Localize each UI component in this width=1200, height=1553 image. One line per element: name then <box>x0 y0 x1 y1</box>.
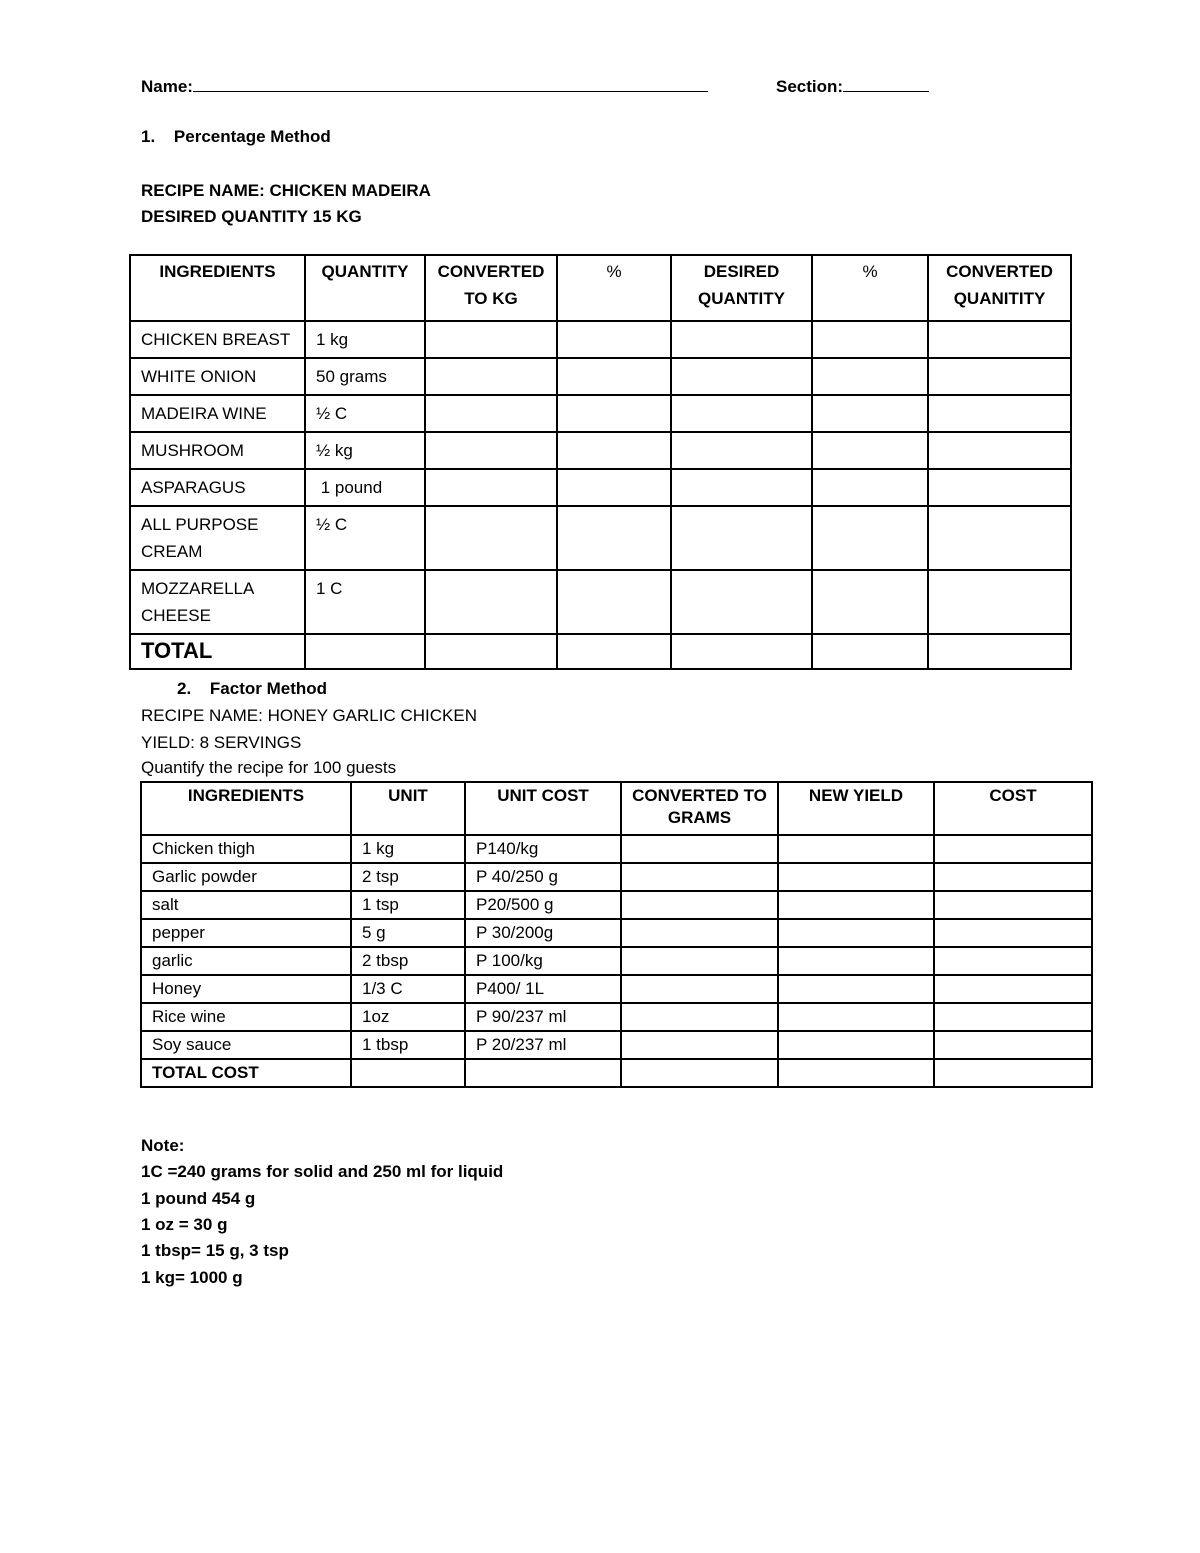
blank-cell[interactable] <box>812 358 928 395</box>
blank-cell[interactable] <box>425 469 557 506</box>
blank-cell[interactable] <box>671 634 812 669</box>
blank-cell[interactable] <box>812 469 928 506</box>
section1-desired-quantity: DESIRED QUANTITY 15 KG <box>141 207 362 226</box>
blank-cell[interactable] <box>934 919 1092 947</box>
quantity-cell: ½ kg <box>305 432 425 469</box>
blank-cell[interactable] <box>934 947 1092 975</box>
section2-yield: YIELD: 8 SERVINGS <box>141 733 302 752</box>
ingredient-cell: ASPARAGUS <box>130 469 305 506</box>
unit-cell: 1 kg <box>351 835 465 863</box>
total-cost-label: TOTAL COST <box>141 1059 351 1087</box>
blank-cell[interactable] <box>425 506 557 570</box>
ingredient-cell: Soy sauce <box>141 1031 351 1059</box>
ingredient-cell: ALL PURPOSE CREAM <box>130 506 305 570</box>
blank-cell[interactable] <box>812 321 928 358</box>
table-row <box>130 432 1071 469</box>
ingredient-cell: MOZZARELLA CHEESE <box>130 570 305 634</box>
column-header: INGREDIENTS <box>130 255 305 321</box>
table-row <box>141 947 1092 975</box>
blank-cell[interactable] <box>671 321 812 358</box>
blank-cell[interactable] <box>621 919 778 947</box>
blank-cell[interactable] <box>928 321 1071 358</box>
blank-cell[interactable] <box>621 1003 778 1031</box>
section2-number: 2. <box>177 679 192 698</box>
unit-cell: 5 g <box>351 919 465 947</box>
blank-cell[interactable] <box>778 1003 934 1031</box>
blank-cell[interactable] <box>934 891 1092 919</box>
blank-cell[interactable] <box>671 395 812 432</box>
blank-cell[interactable] <box>425 321 557 358</box>
blank-cell[interactable] <box>934 835 1092 863</box>
table-row <box>130 321 1071 358</box>
quantity-cell: 50 grams <box>305 358 425 395</box>
table-header-row <box>130 255 1071 321</box>
blank-cell[interactable] <box>778 919 934 947</box>
section2-title: Factor Method <box>209 679 328 698</box>
blank-cell[interactable] <box>778 1031 934 1059</box>
section2-recipe-name: RECIPE NAME: HONEY GARLIC CHICKEN <box>141 706 477 725</box>
ingredient-cell: MADEIRA WINE <box>130 395 305 432</box>
name-label: Name: <box>141 77 193 96</box>
blank-cell[interactable] <box>778 891 934 919</box>
table-row <box>141 891 1092 919</box>
section1-title: Percentage Method <box>173 127 331 146</box>
blank-cell[interactable] <box>305 634 425 669</box>
blank-cell[interactable] <box>934 863 1092 891</box>
table-row <box>130 358 1071 395</box>
blank-cell[interactable] <box>928 634 1071 669</box>
blank-cell[interactable] <box>778 947 934 975</box>
unit-cell: 2 tsp <box>351 863 465 891</box>
blank-cell[interactable] <box>557 432 671 469</box>
note-line: 1 pound 454 g <box>141 1189 256 1208</box>
blank-cell[interactable] <box>812 634 928 669</box>
blank-cell[interactable] <box>671 570 812 634</box>
section-blank[interactable] <box>843 75 929 92</box>
column-header: % <box>557 255 671 321</box>
table-row <box>130 395 1071 432</box>
blank-cell[interactable] <box>671 506 812 570</box>
blank-cell[interactable] <box>671 358 812 395</box>
quantity-cell: ½ C <box>305 506 425 570</box>
blank-cell[interactable] <box>557 634 671 669</box>
blank-cell[interactable] <box>812 432 928 469</box>
name-blank[interactable] <box>193 75 708 92</box>
unit-cost-cell: P400/ 1L <box>465 975 621 1003</box>
unit-cost-cell: P 40/250 g <box>465 863 621 891</box>
table-row <box>141 975 1092 1003</box>
blank-cell[interactable] <box>425 395 557 432</box>
total-row <box>141 1059 1092 1087</box>
blank-cell[interactable] <box>621 891 778 919</box>
blank-cell[interactable] <box>557 570 671 634</box>
column-header: COST <box>934 782 1092 835</box>
blank-cell[interactable] <box>812 570 928 634</box>
column-header: INGREDIENTS <box>141 782 351 835</box>
section-label: Section: <box>776 77 844 96</box>
quantity-cell: 1 kg <box>305 321 425 358</box>
table-row <box>141 919 1092 947</box>
unit-cost-cell: P20/500 g <box>465 891 621 919</box>
unit-cost-cell: P 90/237 ml <box>465 1003 621 1031</box>
table-header-row <box>141 782 1092 835</box>
blank-cell[interactable] <box>671 469 812 506</box>
blank-cell[interactable] <box>812 395 928 432</box>
unit-cost-cell: P 100/kg <box>465 947 621 975</box>
blank-cell[interactable] <box>812 506 928 570</box>
ingredient-cell: MUSHROOM <box>130 432 305 469</box>
note-line: 1C =240 grams for solid and 250 ml for liquid <box>141 1162 504 1181</box>
note-line: 1 oz = 30 g <box>141 1215 228 1234</box>
quantity-cell: ½ C <box>305 395 425 432</box>
column-header: CONVERTED TO GRAMS <box>621 782 778 835</box>
blank-cell[interactable] <box>621 863 778 891</box>
ingredient-cell: pepper <box>141 919 351 947</box>
section1-heading <box>141 127 331 147</box>
blank-cell[interactable] <box>557 506 671 570</box>
factor-method-table <box>140 781 1093 1088</box>
blank-cell[interactable] <box>425 570 557 634</box>
column-header: UNIT COST <box>465 782 621 835</box>
blank-cell[interactable] <box>928 469 1071 506</box>
blank-cell[interactable] <box>621 947 778 975</box>
total-label: TOTAL <box>130 634 305 669</box>
unit-cost-cell: P 20/237 ml <box>465 1031 621 1059</box>
column-header: QUANTITY <box>305 255 425 321</box>
blank-cell[interactable] <box>778 835 934 863</box>
blank-cell[interactable] <box>928 506 1071 570</box>
unit-cell: 1 tbsp <box>351 1031 465 1059</box>
blank-cell[interactable] <box>557 469 671 506</box>
ingredient-cell: Honey <box>141 975 351 1003</box>
name-field <box>141 75 708 97</box>
column-header: CONVERTED QUANITITY <box>928 255 1071 321</box>
note-line: 1 kg= 1000 g <box>141 1268 243 1287</box>
blank-cell[interactable] <box>621 975 778 1003</box>
table-row <box>130 469 1071 506</box>
section1-number: 1. <box>141 127 156 146</box>
ingredient-cell: WHITE ONION <box>130 358 305 395</box>
blank-cell[interactable] <box>557 321 671 358</box>
blank-cell[interactable] <box>425 432 557 469</box>
notes-title: Note: <box>141 1136 185 1155</box>
blank-cell[interactable] <box>934 1031 1092 1059</box>
section2-heading <box>177 679 327 699</box>
blank-cell[interactable] <box>928 358 1071 395</box>
table-row <box>130 570 1071 634</box>
blank-cell[interactable] <box>928 395 1071 432</box>
percentage-method-table <box>129 254 1072 670</box>
blank-cell[interactable] <box>928 570 1071 634</box>
ingredient-cell: Chicken thigh <box>141 835 351 863</box>
section-field <box>776 75 929 97</box>
ingredient-cell: Rice wine <box>141 1003 351 1031</box>
blank-cell[interactable] <box>621 1059 778 1087</box>
blank-cell[interactable] <box>621 1031 778 1059</box>
blank-cell[interactable] <box>425 358 557 395</box>
unit-cell: 1 tsp <box>351 891 465 919</box>
blank-cell[interactable] <box>934 1003 1092 1031</box>
column-header: UNIT <box>351 782 465 835</box>
blank-cell[interactable] <box>934 975 1092 1003</box>
blank-cell[interactable] <box>425 634 557 669</box>
blank-cell[interactable] <box>557 358 671 395</box>
column-header: % <box>812 255 928 321</box>
table-row <box>141 835 1092 863</box>
column-header: NEW YIELD <box>778 782 934 835</box>
column-header: DESIRED QUANTITY <box>671 255 812 321</box>
quantity-cell: 1 C <box>305 570 425 634</box>
table-row <box>130 506 1071 570</box>
unit-cell: 1/3 C <box>351 975 465 1003</box>
blank-cell[interactable] <box>465 1059 621 1087</box>
ingredient-cell: Garlic powder <box>141 863 351 891</box>
unit-cell: 2 tbsp <box>351 947 465 975</box>
blank-cell[interactable] <box>671 432 812 469</box>
table-row <box>141 863 1092 891</box>
section2-instruction: Quantify the recipe for 100 guests <box>141 758 397 777</box>
total-row <box>130 634 1071 669</box>
blank-cell[interactable] <box>778 975 934 1003</box>
table-row <box>141 1003 1092 1031</box>
quantity-cell: 1 pound <box>305 469 425 506</box>
column-header: CONVERTED TO KG <box>425 255 557 321</box>
unit-cost-cell: P140/kg <box>465 835 621 863</box>
ingredient-cell: CHICKEN BREAST <box>130 321 305 358</box>
blank-cell[interactable] <box>934 1059 1092 1087</box>
table-row <box>141 1031 1092 1059</box>
blank-cell[interactable] <box>351 1059 465 1087</box>
blank-cell[interactable] <box>928 432 1071 469</box>
blank-cell[interactable] <box>557 395 671 432</box>
blank-cell[interactable] <box>621 835 778 863</box>
unit-cost-cell: P 30/200g <box>465 919 621 947</box>
note-line: 1 tbsp= 15 g, 3 tsp <box>141 1241 289 1260</box>
unit-cell: 1oz <box>351 1003 465 1031</box>
blank-cell[interactable] <box>778 1059 934 1087</box>
ingredient-cell: salt <box>141 891 351 919</box>
ingredient-cell: garlic <box>141 947 351 975</box>
section1-recipe-name: RECIPE NAME: CHICKEN MADEIRA <box>141 181 431 200</box>
blank-cell[interactable] <box>778 863 934 891</box>
